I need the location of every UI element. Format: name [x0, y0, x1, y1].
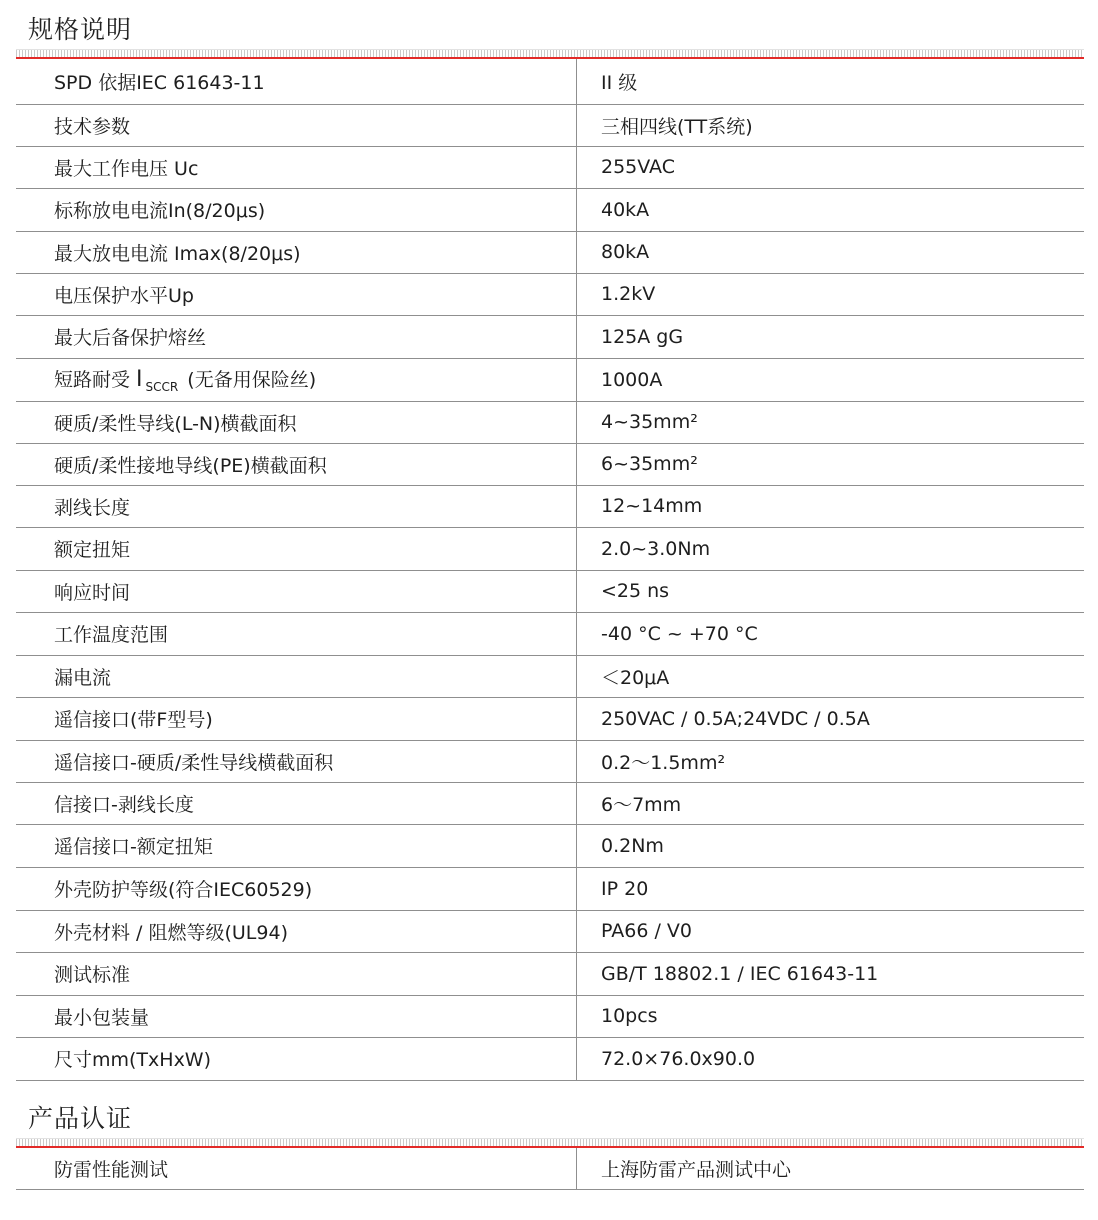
table-row — [16, 1148, 1084, 1189]
spec-value: <25 ns — [577, 570, 1085, 612]
spec-key: 工作温度范围 — [16, 612, 577, 655]
spec-key: 遥信接口-硬质/柔性导线横截面积 — [16, 740, 577, 782]
spec-section-rule — [16, 49, 1084, 59]
table-row — [16, 1037, 1084, 1080]
spec-key: 额定扭矩 — [16, 527, 577, 570]
spec-key — [16, 358, 577, 401]
spec-key: 遥信接口-额定扭矩 — [16, 824, 577, 867]
spec-value: 6～7mm — [577, 782, 1085, 824]
spec-value: 4~35mm² — [577, 401, 1085, 443]
spec-key: 外壳材料 / 阻燃等级(UL94) — [16, 910, 577, 952]
spec-key: 剥线长度 — [16, 485, 577, 527]
spec-key: 技术参数 — [16, 104, 577, 146]
table-row — [16, 655, 1084, 697]
spec-key: 最大后备保护熔丝 — [16, 315, 577, 358]
spec-value: 12~14mm — [577, 485, 1085, 527]
cert-section-rule — [16, 1138, 1084, 1148]
table-row — [16, 612, 1084, 655]
spec-value: 6~35mm² — [577, 443, 1085, 485]
table-row — [16, 401, 1084, 443]
table-row — [16, 485, 1084, 527]
spec-value: II 级 — [577, 59, 1085, 104]
spec-key: 硬质/柔性导线(L-N)横截面积 — [16, 401, 577, 443]
spec-value: 1000A — [577, 358, 1085, 401]
spec-value: 10pcs — [577, 995, 1085, 1037]
spec-value: ＜20μA — [577, 655, 1085, 697]
spec-value: 三相四线(TT系统) — [577, 104, 1085, 146]
table-row — [16, 443, 1084, 485]
spec-value: -40 °C ~ +70 °C — [577, 612, 1085, 655]
spec-value: GB/T 18802.1 / IEC 61643-11 — [577, 952, 1085, 995]
spec-key: 信接口-剥线长度 — [16, 782, 577, 824]
spec-value: IP 20 — [577, 867, 1085, 910]
table-row — [16, 527, 1084, 570]
table-row — [16, 59, 1084, 104]
spec-value: 40kA — [577, 188, 1085, 231]
table-row — [16, 188, 1084, 231]
cert-value: 上海防雷产品测试中心 — [577, 1148, 1085, 1189]
table-row — [16, 146, 1084, 188]
spec-key-prefix: 短路耐受 — [54, 369, 137, 391]
table-row — [16, 104, 1084, 146]
spec-key: 最小包装量 — [16, 995, 577, 1037]
table-row — [16, 952, 1084, 995]
spec-value: 255VAC — [577, 146, 1085, 188]
spec-key-suffix: (无备用保险丝) — [181, 369, 317, 391]
table-row — [16, 995, 1084, 1037]
spec-key: SPD 依据IEC 61643-11 — [16, 59, 577, 104]
spec-key: 电压保护水平Up — [16, 273, 577, 315]
table-row — [16, 740, 1084, 782]
spec-value: 125A gG — [577, 315, 1085, 358]
spec-key: 测试标准 — [16, 952, 577, 995]
table-row — [16, 570, 1084, 612]
spec-value: 250VAC / 0.5A;24VDC / 0.5A — [577, 697, 1085, 740]
spec-section-title: 规格说明 — [28, 15, 133, 44]
spec-key: 外壳防护等级(符合IEC60529) — [16, 867, 577, 910]
table-row — [16, 910, 1084, 952]
table-row — [16, 231, 1084, 273]
spec-key: 硬质/柔性接地导线(PE)横截面积 — [16, 443, 577, 485]
spec-value: 0.2Nm — [577, 824, 1085, 867]
table-row — [16, 273, 1084, 315]
spec-table — [16, 59, 1084, 1081]
spec-key-subscript: SCCR — [145, 380, 179, 394]
spec-value: 0.2～1.5mm² — [577, 740, 1085, 782]
cert-section-title: 产品认证 — [28, 1104, 133, 1133]
spec-key: 最大放电电流 Imax(8/20μs) — [16, 231, 577, 273]
spec-value: 80kA — [577, 231, 1085, 273]
spec-key: 最大工作电压 Uc — [16, 146, 577, 188]
table-row — [16, 315, 1084, 358]
table-row — [16, 782, 1084, 824]
table-row — [16, 867, 1084, 910]
spec-value: PA66 / V0 — [577, 910, 1085, 952]
spec-key: 遥信接口(带F型号) — [16, 697, 577, 740]
table-row — [16, 358, 1084, 401]
spec-value: 72.0×76.0x90.0 — [577, 1037, 1085, 1080]
table-row — [16, 697, 1084, 740]
spec-key: 标称放电电流In(8/20μs) — [16, 188, 577, 231]
cert-table — [16, 1148, 1084, 1190]
cert-key: 防雷性能测试 — [16, 1148, 577, 1189]
table-row — [16, 824, 1084, 867]
spec-value: 2.0~3.0Nm — [577, 527, 1085, 570]
spec-value: 1.2kV — [577, 273, 1085, 315]
spec-key-symbol: I — [136, 367, 143, 392]
spec-key: 尺寸mm(TxHxW) — [16, 1037, 577, 1080]
spec-key: 响应时间 — [16, 570, 577, 612]
spec-key: 漏电流 — [16, 655, 577, 697]
